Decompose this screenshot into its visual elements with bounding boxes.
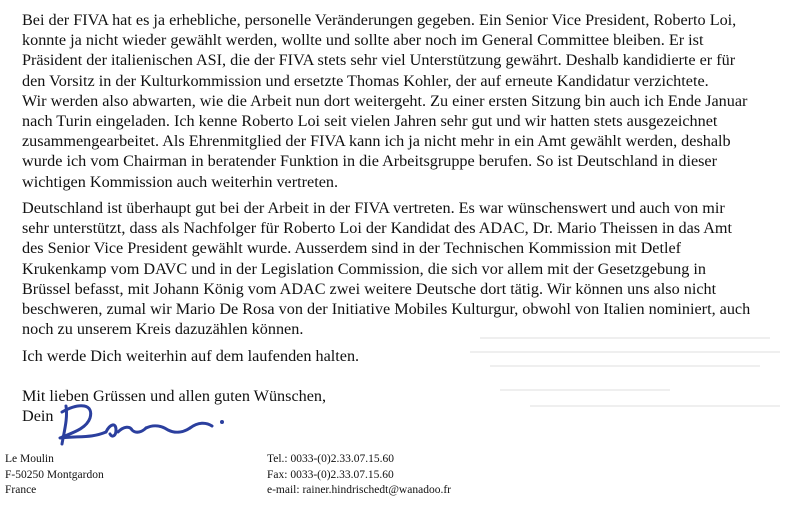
- letter-paragraph-1: Bei der FIVA hat es ja erhebliche, personelle Veränderungen gegeben. Ein Senior Vice President, Roberto Loi, konnte ja nicht wieder gewählt werden, wollte und sollte aber noch im General Committee bleiben. Er ist Präsident der italienischen ASI, die der FIVA stets sehr viel Unterstützung gewährt. Deshalb kandidierte er für den Vorsitz in der Kulturkommission und ersetzte Thomas Kohler, der auf erneute Kandidatur verzichtete. Wir werden also abwarten, wie die Arbeit nun dort weitergeht. Zu einer ersten Sitzung bin auch ich Ende Januar nach Turin eingeladen. Ich kenne Roberto Loi seit vielen Jahren sehr gut und wir hatten stets ausgezeichnet zusammengearbeitet. Als Ehrenmitglied der FIVA kann ich ja nicht mehr in ein Amt gewählt werden, deshalb wurde ich vom Chairman in beratender Funktion in die Arbeitsgruppe berufen. So ist Deutschland in dieser wichtigen Kommission auch weiterhin vertreten.: [22, 11, 748, 191]
- letter-paragraph-2: Deutschland ist überhaupt gut bei der Arbeit in der FIVA vertreten. Es war wünschenswert und auch von mir sehr unterstützt, dass als Nachfolger für Roberto Loi der Kandidat des ADAC, Dr. Mario Theissen in das Amt des Senior Vice President gewählt wurde. Ausserdem sind in der Technischen Kommission mit Detlef Krukenkamp vom DAVC und in der Legislation Commission, die sich vor allem mit der Gesetzgebung in Brüssel befasst, mit Johann König vom ADAC zwei weitere Deutsche dort tätig. Wir können uns also nicht beschweren, zumal wir Mario De Rosa von der Initiative Mobiles Kulturgur, obwohl von Italien nominiert, auch noch zu unserem Kreis dazuzählen können.: [22, 199, 751, 339]
- letter-paragraph-3: Ich werde Dich weiterhin auf dem laufenden halten.: [22, 347, 360, 365]
- letter-closing: Mit lieben Grüssen und allen guten Wünschen, Dein: [22, 387, 327, 425]
- sender-contact: Tel.: 0033-(0)2.33.07.15.60 Fax: 0033-(0)2.33.07.15.60 e-mail: rainer.hindrischedt@wanadoo.fr: [267, 453, 451, 496]
- sender-address: Le Moulin F-50250 Montgardon France: [5, 453, 104, 496]
